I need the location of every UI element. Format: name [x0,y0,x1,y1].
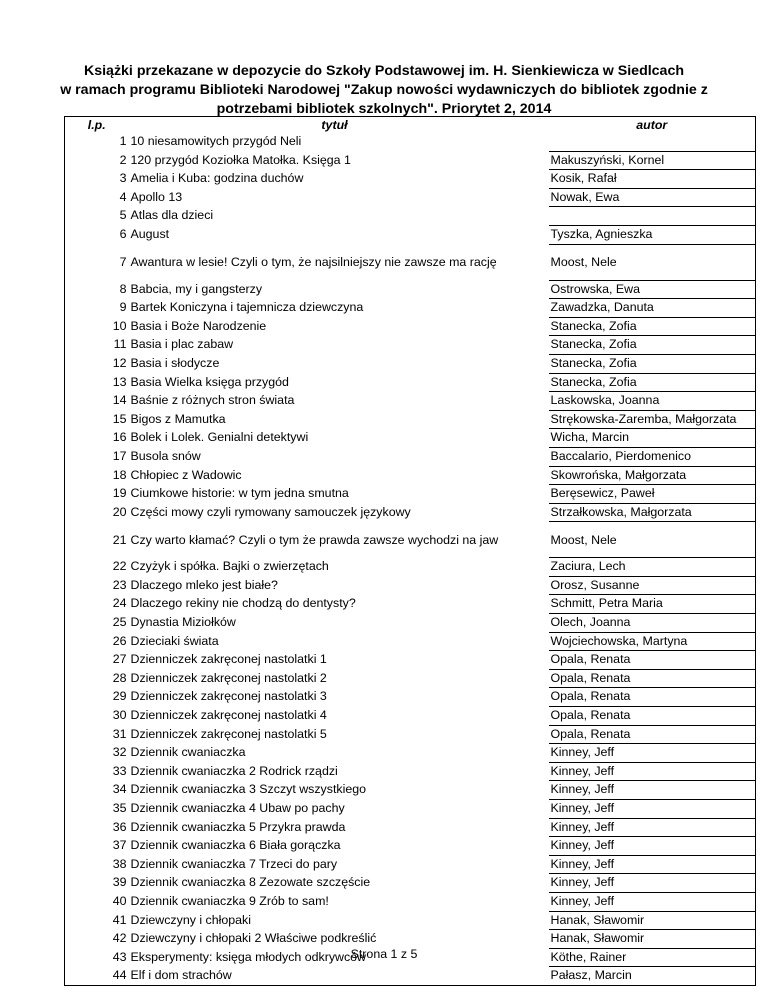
row-gap [541,151,549,170]
row-title: Dzienniczek zakręconej nastolatki 1 [130,652,327,667]
row-author: Stanecka, Zofia [549,354,756,373]
table-row [65,892,756,911]
row-author: Hanak, Sławomir [549,911,756,930]
row-title: Dziewczyny i chłopaki [130,912,252,927]
row-author: Tyszka, Agnieszka [549,225,756,244]
row-number: 28 [112,670,127,685]
page-footer: Strona 1 z 5 [350,947,418,961]
row-author: Pałasz, Marcin [549,967,756,986]
row-title: Busola snów [130,448,201,463]
table-row [65,669,756,688]
row-gap [541,669,549,688]
row-author: Baccalario, Pierdomenico [549,447,756,466]
table-row [65,410,756,429]
row-title: Dziennik cwaniaczka 4 Ubaw po pachy [130,801,345,815]
row-author: Opala, Renata [549,669,756,688]
row-title: Dzienniczek zakręconej nastolatki 3 [130,689,327,704]
table-row [65,225,756,244]
row-author: Nowak, Ewa [549,188,756,207]
row-title: Bartek Koniczyna i tajemnicza dziewczyna [130,300,364,315]
table-row [65,170,756,189]
table-row [65,837,756,856]
row-number: 27 [112,652,127,667]
table-row [65,744,756,763]
row-number: 8 [119,281,127,296]
table-row [65,558,756,577]
row-title: Dzienniczek zakręconej nastolatki 2 [130,670,327,685]
table-row [65,855,756,874]
row-author: Zaciura, Lech [549,558,756,577]
table-row [65,614,756,633]
row-gap [541,317,549,336]
row-author: Orosz, Susanne [549,576,756,595]
row-number: 17 [112,448,127,463]
row-gap [541,170,549,189]
row-number: 41 [112,912,127,927]
row-author: Kinney, Jeff [549,762,756,781]
row-gap [541,466,549,485]
row-gap [541,892,549,911]
row-number: 39 [112,875,127,890]
row-gap [541,225,549,244]
row-title: Basia Wielka księga przygód [130,374,289,389]
row-gap [541,392,549,411]
row-gap [541,207,549,226]
row-title: Apollo 13 [130,189,183,204]
row-number: 33 [112,763,127,778]
row-gap [541,614,549,633]
row-title: Eksperymenty: księga młodych odkrywców [130,949,367,964]
row-number: 29 [112,689,127,704]
row-number: 2 [119,152,127,167]
table-row [65,503,756,522]
table-row [65,188,756,207]
row-number: 12 [112,355,127,370]
title-line-1: Książki przekazane w depozycie do Szkoły Podstawowej im. H. Sienkiewicza w Siedlcach [83,63,685,79]
row-title: Chłopiec z Wadowic [130,467,242,482]
row-author: Kinney, Jeff [549,744,756,763]
table-row [65,911,756,930]
row-number: 36 [112,819,127,834]
row-gap [541,503,549,522]
row-number: 34 [112,782,127,797]
row-title: Amelia i Kuba: godzina duchów [130,171,304,186]
row-author: Laskowska, Joanna [549,392,756,411]
row-number: 24 [112,596,127,611]
row-number: 14 [112,393,127,408]
row-title: Czyżyk i spółka. Bajki o zwierzętach [130,559,329,574]
table-row [65,762,756,781]
row-title: Bolek i Lolek. Genialni detektywi [130,430,309,445]
table-row [65,299,756,318]
row-author: Hanak, Sławomir [549,930,756,949]
row-title: Dziennik cwaniaczka 6 Biała gorączka [130,838,341,853]
row-author: Zawadzka, Danuta [549,299,756,318]
table-row [65,930,756,949]
row-gap [541,800,549,819]
row-number: 3 [119,171,127,186]
row-number: 1 [119,134,127,149]
row-gap [541,651,549,670]
row-author: Kinney, Jeff [549,837,756,856]
row-number: 4 [119,189,127,204]
table-row [65,466,756,485]
row-title: Czy warto kłamać? Czyli o tym że prawda zawsze wychodzi na jaw [130,532,499,547]
row-title: Dzienniczek zakręconej nastolatki 5 [130,726,327,741]
row-author: Opala, Renata [549,707,756,726]
row-number: 25 [112,615,127,630]
row-author: Moost, Nele [549,244,756,280]
row-number: 22 [112,559,127,574]
title-line-2: w ramach programu Biblioteki Narodowej "Zakup nowości wydawniczych do bibliotek zgodnie z [60,82,708,98]
row-number: 16 [112,430,127,445]
row-number: 26 [112,633,127,648]
row-author: Schmitt, Petra Maria [549,595,756,614]
row-author: Kosik, Rafał [549,170,756,189]
table-row [65,576,756,595]
title-line-3: potrzebami bibliotek szkolnych". Priorytet 2, 2014 [216,101,552,117]
header-title: tytuł [321,118,348,132]
table-row [65,354,756,373]
header-lp: l.p. [87,118,106,132]
row-gap [541,837,549,856]
row-author: Skowrońska, Małgorzata [549,466,756,485]
row-gap [541,911,549,930]
table-row [65,688,756,707]
row-title: Dziennik cwaniaczka [130,745,246,760]
row-title: Basia i słodycze [130,355,220,370]
row-title: Dziewczyny i chłopaki 2 Właściwe podkreślić [130,931,377,946]
table-row [65,317,756,336]
row-number: 7 [119,255,127,270]
table-row [65,522,756,558]
row-title: Dziennik cwaniaczka 3 Szczyt wszystkiego [130,782,367,797]
table-row [65,595,756,614]
row-number: 37 [112,838,127,853]
header-gap [541,117,549,134]
table-row [65,874,756,893]
row-author: Strzałkowska, Małgorzata [549,503,756,522]
row-number: 43 [112,949,127,964]
row-author: Kinney, Jeff [549,818,756,837]
row-title: Dzieciaki świata [130,633,219,648]
row-author [549,133,756,151]
row-gap [541,188,549,207]
row-author: Wicha, Marcin [549,429,756,448]
row-gap [541,744,549,763]
row-gap [541,967,549,986]
row-author: Stanecka, Zofia [549,336,756,355]
row-title: Dlaczego rekiny nie chodzą do dentysty? [130,596,356,611]
row-number: 40 [112,893,127,908]
table-row [65,280,756,299]
row-title: Elf i dom strachów [130,968,232,983]
row-gap [541,280,549,299]
row-number: 10 [112,318,127,333]
row-number: 30 [112,708,127,723]
row-author: Opala, Renata [549,688,756,707]
row-title: Babcia, my i gangsterzy [130,281,263,296]
table-row [65,133,756,151]
table-row [65,336,756,355]
table-row [65,967,756,986]
row-number: 42 [112,931,127,946]
row-title: Basia i plac zabaw [130,337,234,352]
row-author: Ostrowska, Ewa [549,280,756,299]
table-row [65,707,756,726]
row-gap [541,632,549,651]
row-author: Beręsewicz, Paweł [549,485,756,504]
row-title: Dziennik cwaniaczka 2 Rodrick rządzi [130,763,338,778]
books-table [64,116,756,986]
row-gap [541,781,549,800]
row-number: 20 [112,504,127,519]
row-gap [541,299,549,318]
row-number: 18 [112,467,127,482]
row-author: Köthe, Rainer [549,948,756,967]
table-row [65,800,756,819]
row-author: Wojciechowska, Martyna [549,632,756,651]
row-number: 6 [119,226,127,241]
header-author: autor [636,118,668,132]
row-author: Kinney, Jeff [549,781,756,800]
row-gap [541,762,549,781]
row-author: Makuszyński, Kornel [549,151,756,170]
row-gap [541,373,549,392]
row-title: Ciumkowe historie: w tym jedna smutna [130,486,349,501]
row-gap [541,522,549,558]
row-gap [541,354,549,373]
row-title: Dziennik cwaniaczka 5 Przykra prawda [130,819,346,834]
row-author: Kinney, Jeff [549,892,756,911]
table-row [65,373,756,392]
row-author: Kinney, Jeff [549,874,756,893]
table-row [65,725,756,744]
row-number: 13 [112,374,127,389]
table-row [65,392,756,411]
row-author: Kinney, Jeff [549,800,756,819]
row-author: Strękowska-Zaremba, Małgorzata [549,410,756,429]
page-title [40,62,728,119]
row-title: Atlas dla dzieci [130,208,214,223]
row-title: 10 niesamowitych przygód Neli [130,134,302,149]
row-gap [541,576,549,595]
table-row [65,429,756,448]
row-gap [541,688,549,707]
row-title: Dziennik cwaniaczka 7 Trzeci do pary [130,856,338,871]
table-row [65,485,756,504]
row-number: 23 [112,577,127,592]
row-number: 31 [112,726,127,741]
row-title: Dlaczego mleko jest białe? [130,577,278,592]
table-row [65,207,756,226]
row-number: 11 [113,337,127,352]
row-number: 32 [112,745,127,760]
table-row [65,151,756,170]
row-author: Stanecka, Zofia [549,373,756,392]
row-gap [541,410,549,429]
row-number: 5 [119,208,127,223]
row-author: Stanecka, Zofia [549,317,756,336]
row-gap [541,930,549,949]
table-row [65,651,756,670]
row-number: 9 [119,300,127,315]
row-number: 21 [112,532,127,547]
row-gap [541,447,549,466]
row-author: Opala, Renata [549,651,756,670]
row-number: 35 [112,801,127,815]
table-row [65,781,756,800]
row-gap [541,818,549,837]
row-number: 38 [112,856,127,871]
row-author: Moost, Nele [549,522,756,558]
row-gap [541,485,549,504]
row-gap [541,855,549,874]
table-row [65,818,756,837]
table-row [65,632,756,651]
row-gap [541,336,549,355]
row-number: 44 [112,968,127,983]
row-gap [541,595,549,614]
row-gap [541,133,549,151]
row-gap [541,725,549,744]
row-title: August [130,226,170,241]
table-row [65,244,756,280]
row-gap [541,558,549,577]
row-title: Baśnie z różnych stron świata [130,393,295,408]
row-author: Opala, Renata [549,725,756,744]
row-title: Awantura w lesie! Czyli o tym, że najsilniejszy nie zawsze ma rację [130,255,497,270]
row-gap [541,874,549,893]
row-title: Dziennik cwaniaczka 9 Zrób to sam! [130,893,329,908]
row-title: Basia i Boże Narodzenie [130,318,267,333]
row-author: Kinney, Jeff [549,855,756,874]
table-row [65,447,756,466]
row-title: Części mowy czyli rymowany samouczek językowy [130,504,411,519]
row-gap [541,429,549,448]
row-title: Dziennik cwaniaczka 8 Zezowate szczęście [130,875,371,890]
row-author [549,207,756,226]
row-title: Dynastia Miziołków [130,615,236,630]
table-header-row [65,117,756,134]
row-title: Dzienniczek zakręconej nastolatki 4 [130,708,327,723]
row-title: 120 przygód Koziołka Matołka. Księga 1 [130,152,351,167]
row-author: Olech, Joanna [549,614,756,633]
row-number: 19 [112,486,127,501]
row-gap [541,244,549,280]
row-gap [541,707,549,726]
row-title: Bigos z Mamutka [130,411,226,426]
row-number: 15 [112,411,127,426]
